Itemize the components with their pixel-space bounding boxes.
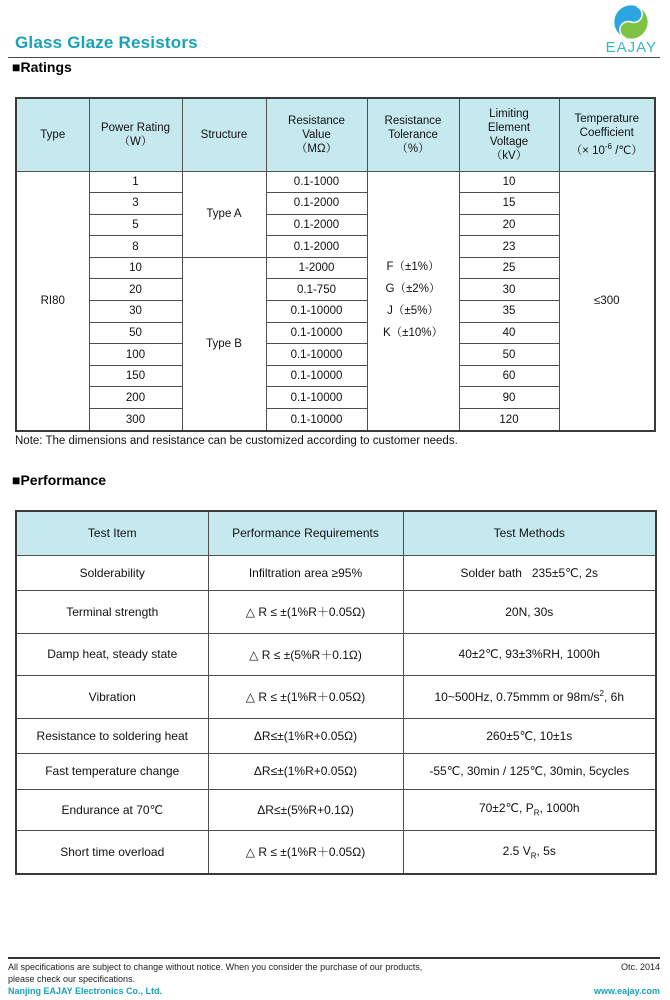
performance-section-heading: ■Performance [12, 472, 107, 488]
test-item-cell: Solderability [16, 555, 208, 590]
voltage-cell: 60 [459, 365, 559, 387]
voltage-cell: 90 [459, 387, 559, 409]
method-cell: 70±2℃, $P_R$, 1000h [403, 789, 656, 830]
resistance-cell: 0.1-750 [266, 279, 367, 301]
structure-type-a-cell: Type A [182, 171, 266, 257]
col-header-temp-coefficient: Temperature Coefficient （× $10^{-6}$ /℃） [559, 98, 655, 171]
ratings-header-row [16, 98, 655, 171]
power-cell: 30 [89, 301, 182, 323]
footer-left [8, 962, 422, 998]
voltage-cell: 50 [459, 344, 559, 366]
method-cell: 40±2℃, 93±3%RH, 1000h [403, 633, 656, 676]
method-cell: 10~500Hz, 0.75mmm or $98m/s^2$, 6h [403, 676, 656, 719]
table-row [16, 718, 656, 753]
col-header-resistance-value: Resistance Value （MΩ） [266, 98, 367, 171]
table-row [16, 789, 656, 830]
footer-date: Otc. 2014 [620, 962, 660, 972]
header-divider [8, 57, 660, 58]
voltage-cell: 35 [459, 301, 559, 323]
voltage-cell: 40 [459, 322, 559, 344]
table-row [16, 830, 656, 874]
table-row [16, 590, 656, 633]
requirement-cell: △ R ≤ ±(5%R＋0.1Ω) [208, 633, 403, 676]
resistance-cell: 0.1-1000 [266, 171, 367, 193]
requirement-cell: ΔR≤±(1%R+0.05Ω) [208, 718, 403, 753]
table-row [16, 633, 656, 676]
power-cell: 3 [89, 193, 182, 215]
ratings-table [15, 97, 656, 432]
power-cell: 150 [89, 365, 182, 387]
method-cell: 20N, 30s [403, 590, 656, 633]
resistance-cell: 0.1-10000 [266, 322, 367, 344]
page-title: Glass Glaze Resistors [15, 33, 198, 52]
test-item-cell: Terminal strength [16, 590, 208, 633]
company-name: Nanjing EAJAY Electronics Co., Ltd. [8, 986, 163, 996]
power-cell: 300 [89, 409, 182, 431]
test-item-cell: Fast temperature change [16, 754, 208, 789]
power-cell: 50 [89, 322, 182, 344]
power-cell: 10 [89, 257, 182, 279]
resistance-cell: 0.1-10000 [266, 365, 367, 387]
power-cell: 1 [89, 171, 182, 193]
col-header-test-methods: Test Methods [403, 511, 656, 555]
requirement-cell: △ R ≤ ±(1%R＋0.05Ω) [208, 590, 403, 633]
structure-type-b-cell: Type B [182, 257, 266, 431]
requirement-cell: ΔR≤±(5%R+0.1Ω) [208, 789, 403, 830]
test-item-cell: Vibration [16, 676, 208, 719]
table-row [16, 754, 656, 789]
performance-header-row [16, 511, 656, 555]
resistance-cell: 0.1-10000 [266, 344, 367, 366]
method-cell: -55℃, 30min / 125℃, 30min, 5cycles [403, 754, 656, 789]
col-header-limiting-voltage: Limiting Element Voltage （kV） [459, 98, 559, 171]
col-header-power-rating: Power Rating （W） [89, 98, 182, 171]
col-header-performance-requirements: Performance Requirements [208, 511, 403, 555]
voltage-cell: 23 [459, 236, 559, 258]
test-item-cell: Short time overload [16, 830, 208, 874]
page-footer [8, 957, 660, 998]
resistance-cell: 1-2000 [266, 257, 367, 279]
requirement-cell: △ R ≤ ±(1%R＋0.05Ω) [208, 676, 403, 719]
voltage-cell: 30 [459, 279, 559, 301]
temp-coefficient-cell: ≤300 [559, 171, 655, 431]
resistance-cell: 0.1-2000 [266, 236, 367, 258]
requirement-cell: △ R ≤ ±(1%R＋0.05Ω) [208, 830, 403, 874]
voltage-cell: 25 [459, 257, 559, 279]
power-cell: 20 [89, 279, 182, 301]
voltage-cell: 120 [459, 409, 559, 431]
col-header-resistance-tolerance: Resistance Tolerance （%） [367, 98, 459, 171]
resistance-cell: 0.1-10000 [266, 387, 367, 409]
col-header-type: Type [16, 98, 89, 171]
resistance-cell: 0.1-10000 [266, 409, 367, 431]
resistance-cell: 0.1-2000 [266, 214, 367, 236]
method-cell: 260±5℃, 10±1s [403, 718, 656, 753]
eajay-logo-icon [612, 3, 650, 41]
eajay-logo [606, 3, 657, 56]
resistance-cell: 0.1-10000 [266, 301, 367, 323]
disclaimer-line-1: All specifications are subject to change without notice. When you consider the purchase of our products, [8, 962, 423, 972]
disclaimer-line-2: please check our specifications. [8, 973, 136, 984]
tolerance-cell: F（±1%） G（±2%） J（±5%） K（±10%） [367, 171, 459, 431]
resistance-cell: 0.1-2000 [266, 193, 367, 215]
method-cell: Solder bath 235±5℃, 2s [403, 555, 656, 590]
type-cell: RI80 [16, 171, 89, 431]
table-row [16, 171, 655, 193]
requirement-cell: ΔR≤±(1%R+0.05Ω) [208, 754, 403, 789]
table-row [16, 676, 656, 719]
ratings-section-heading: ■Ratings [12, 59, 72, 75]
voltage-cell: 10 [459, 171, 559, 193]
table-row [16, 555, 656, 590]
power-cell: 100 [89, 344, 182, 366]
test-item-cell: Resistance to soldering heat [16, 718, 208, 753]
voltage-cell: 20 [459, 214, 559, 236]
power-cell: 8 [89, 236, 182, 258]
footer-website: www.eajay.com [593, 986, 660, 996]
voltage-cell: 15 [459, 193, 559, 215]
power-cell: 200 [89, 387, 182, 409]
col-header-test-item: Test Item [16, 511, 208, 555]
eajay-logo-text: EAJAY [605, 39, 657, 56]
performance-table [15, 510, 657, 875]
power-cell: 5 [89, 214, 182, 236]
footer-right [594, 962, 660, 998]
ratings-note: Note: The dimensions and resistance can be customized according to customer needs. [15, 435, 458, 447]
requirement-cell: Infiltration area ≥95% [208, 555, 403, 590]
method-cell: 2.5 $V_R$, 5s [403, 830, 656, 874]
col-header-structure: Structure [182, 98, 266, 171]
test-item-cell: Damp heat, steady state [16, 633, 208, 676]
test-item-cell: Endurance at 70℃ [16, 789, 208, 830]
